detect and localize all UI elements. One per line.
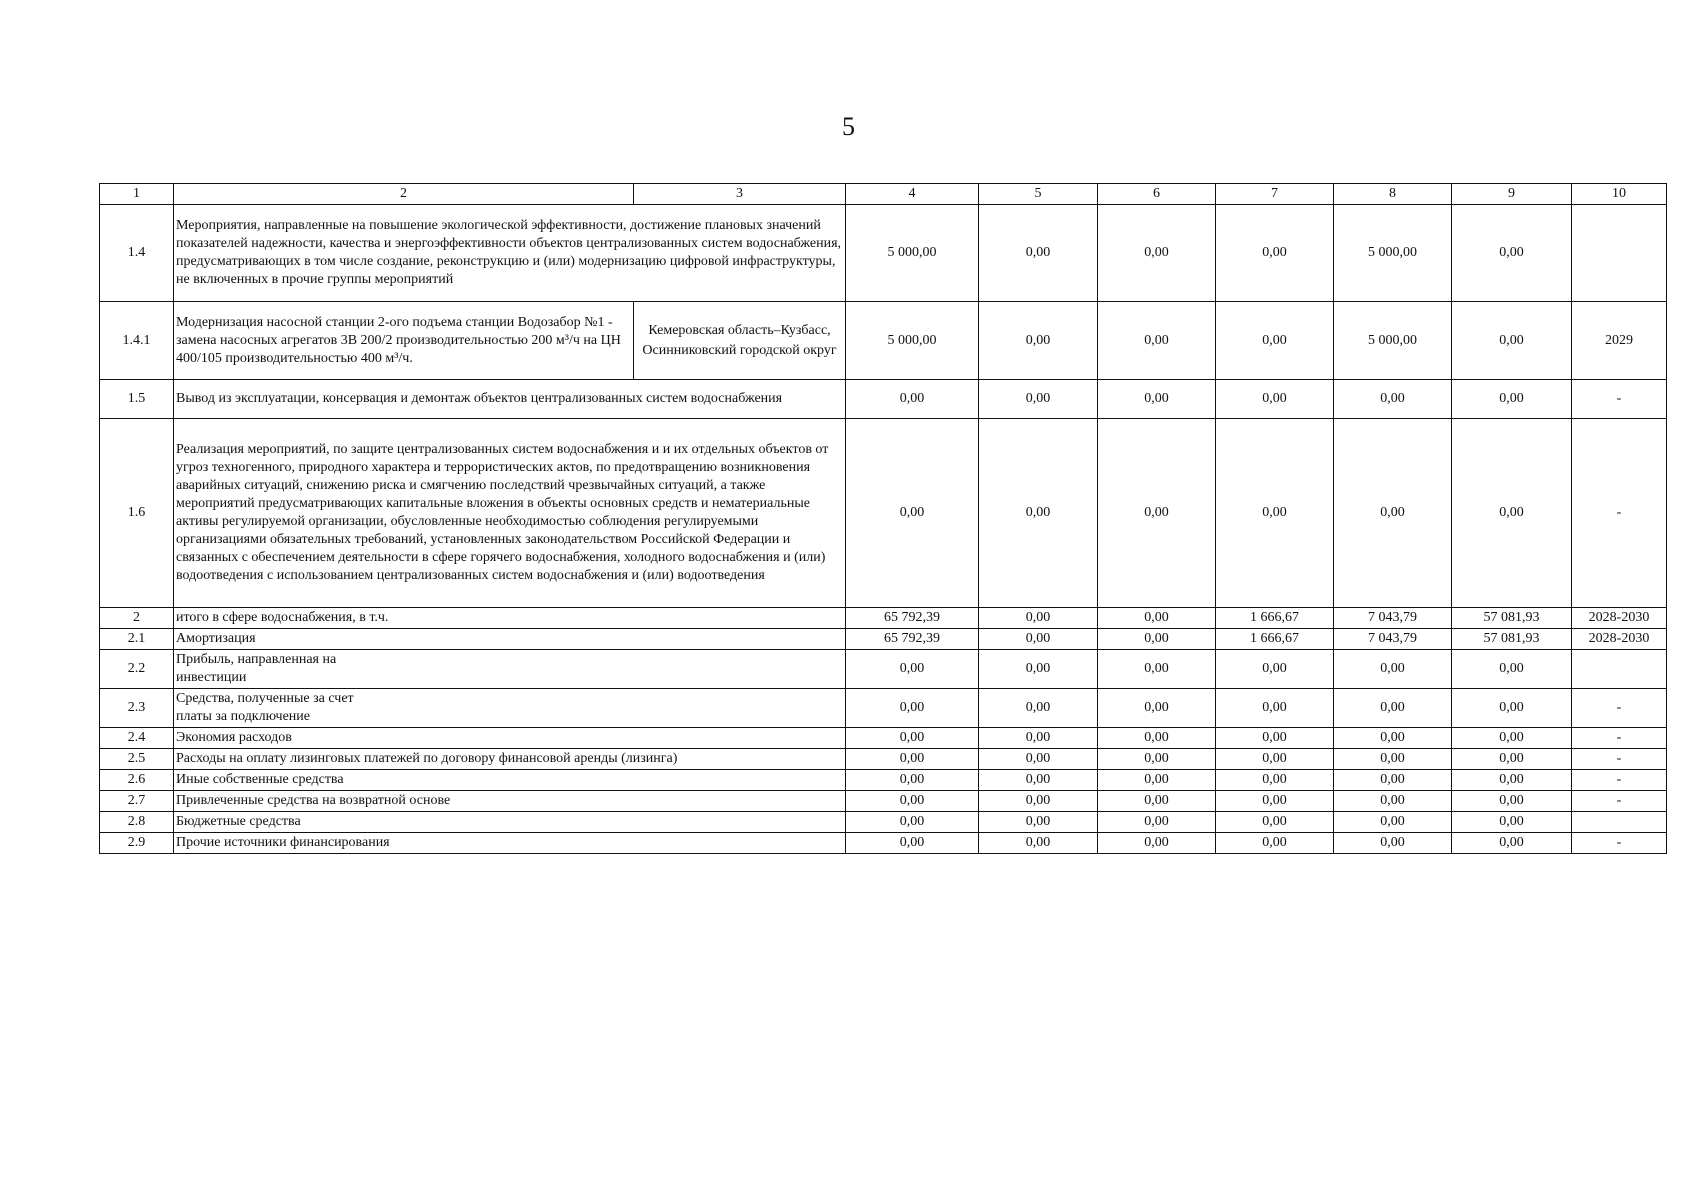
row-value-9: 0,00 — [1452, 728, 1572, 749]
row-value-9: 0,00 — [1452, 205, 1572, 302]
row-value-9: 0,00 — [1452, 380, 1572, 419]
row-value-8: 0,00 — [1334, 380, 1452, 419]
row-value-5: 0,00 — [979, 728, 1098, 749]
row-code: 2.5 — [100, 749, 174, 770]
row-name: Привлеченные средства на возвратной основе — [174, 791, 846, 812]
row-value-9: 0,00 — [1452, 302, 1572, 380]
investment-table — [99, 183, 1667, 854]
row-code: 2.1 — [100, 629, 174, 650]
row-value-6: 0,00 — [1098, 419, 1216, 608]
row-name: Расходы на оплату лизинговых платежей по договору финансовой аренды (лизинга) — [174, 749, 846, 770]
row-value-8: 0,00 — [1334, 749, 1452, 770]
row-value-10 — [1572, 812, 1667, 833]
row-value-10: - — [1572, 749, 1667, 770]
row-value-6: 0,00 — [1098, 205, 1216, 302]
row-value-10: - — [1572, 833, 1667, 854]
header-cell: 1 — [100, 184, 174, 205]
row-value-6: 0,00 — [1098, 728, 1216, 749]
row-value-7: 0,00 — [1216, 380, 1334, 419]
row-value-9: 0,00 — [1452, 791, 1572, 812]
header-cell: 8 — [1334, 184, 1452, 205]
row-value-5: 0,00 — [979, 689, 1098, 728]
row-name: Реализация мероприятий, по защите централизованных систем водоснабжения и и их отдельных объектов от угроз техногенного, природного характера и террористических актов, по предотвращению возникновения аварийных ситуаций, снижению риска и смягчению последствий чрезвычайных ситуаций, а также мероприятий предусматривающих капитальные вложения в объекты основных средств и нематериальные активы регулируемой организации, обусловленные необходимостью соблюдения регулируемыми организациями обязательных требований, установленных законодательством Российской Федерации и связанных с обеспечением деятельности в сфере горячего водоснабжения, холодного водоснабжения и (или) водоотведения с использованием централизованных систем водоснабжения и (или) водоотведения — [174, 419, 846, 608]
row-name: Вывод из эксплуатации, консервация и демонтаж объектов централизованных систем водоснабжения — [174, 380, 846, 419]
row-value-10: 2029 — [1572, 302, 1667, 380]
row-value-8: 0,00 — [1334, 812, 1452, 833]
row-code: 2.3 — [100, 689, 174, 728]
row-value-10: - — [1572, 791, 1667, 812]
row-name — [174, 689, 846, 728]
row-value-7: 0,00 — [1216, 650, 1334, 689]
header-cell: 2 — [174, 184, 634, 205]
row-value-7: 0,00 — [1216, 833, 1334, 854]
row-value-4: 0,00 — [846, 791, 979, 812]
row-value-4: 0,00 — [846, 812, 979, 833]
header-cell: 7 — [1216, 184, 1334, 205]
row-value-9: 0,00 — [1452, 650, 1572, 689]
row-value-7: 1 666,67 — [1216, 608, 1334, 629]
row-value-6: 0,00 — [1098, 302, 1216, 380]
row-value-6: 0,00 — [1098, 380, 1216, 419]
row-name: Иные собственные средства — [174, 770, 846, 791]
row-value-7: 0,00 — [1216, 689, 1334, 728]
row-value-9: 0,00 — [1452, 419, 1572, 608]
row-value-6: 0,00 — [1098, 770, 1216, 791]
row-value-8: 5 000,00 — [1334, 205, 1452, 302]
header-cell: 10 — [1572, 184, 1667, 205]
row-value-4: 5 000,00 — [846, 205, 979, 302]
row-value-8: 0,00 — [1334, 689, 1452, 728]
header-cell: 6 — [1098, 184, 1216, 205]
row-value-4: 0,00 — [846, 749, 979, 770]
page-number: 5 — [842, 112, 855, 141]
row-value-8: 0,00 — [1334, 650, 1452, 689]
row-name: Амортизация — [174, 629, 846, 650]
row-value-10 — [1572, 650, 1667, 689]
row-value-8: 0,00 — [1334, 791, 1452, 812]
row-value-7: 0,00 — [1216, 419, 1334, 608]
table-row — [100, 205, 1667, 302]
row-value-5: 0,00 — [979, 833, 1098, 854]
row-value-5: 0,00 — [979, 380, 1098, 419]
row-value-4: 5 000,00 — [846, 302, 979, 380]
table-row — [100, 302, 1667, 380]
row-value-10: - — [1572, 728, 1667, 749]
table-row — [100, 380, 1667, 419]
row-value-8: 0,00 — [1334, 419, 1452, 608]
row-code: 2.8 — [100, 812, 174, 833]
row-name: Модернизация насосной станции 2-ого подъема станции Водозабор №1 - замена насосных агрегатов 3В 200/2 производительностью 200 м³/ч на ЦН 400/105 производительностью 400 м³/ч. — [174, 302, 634, 380]
row-value-6: 0,00 — [1098, 791, 1216, 812]
row-value-9: 0,00 — [1452, 812, 1572, 833]
row-value-7: 0,00 — [1216, 749, 1334, 770]
row-value-7: 0,00 — [1216, 205, 1334, 302]
row-code: 1.4.1 — [100, 302, 174, 380]
table-row — [100, 728, 1667, 749]
row-value-6: 0,00 — [1098, 833, 1216, 854]
row-value-8: 0,00 — [1334, 728, 1452, 749]
row-value-5: 0,00 — [979, 629, 1098, 650]
row-value-9: 0,00 — [1452, 770, 1572, 791]
row-code: 1.5 — [100, 380, 174, 419]
row-code: 2 — [100, 608, 174, 629]
row-code: 1.6 — [100, 419, 174, 608]
row-name: Прочие источники финансирования — [174, 833, 846, 854]
row-value-6: 0,00 — [1098, 812, 1216, 833]
table-row — [100, 833, 1667, 854]
row-value-6: 0,00 — [1098, 629, 1216, 650]
row-value-9: 0,00 — [1452, 833, 1572, 854]
row-value-5: 0,00 — [979, 770, 1098, 791]
row-value-9: 57 081,93 — [1452, 608, 1572, 629]
table-row — [100, 629, 1667, 650]
row-value-6: 0,00 — [1098, 650, 1216, 689]
row-value-7: 0,00 — [1216, 728, 1334, 749]
row-value-7: 0,00 — [1216, 770, 1334, 791]
header-cell: 4 — [846, 184, 979, 205]
row-value-8: 0,00 — [1334, 833, 1452, 854]
row-name — [174, 650, 846, 689]
row-value-9: 0,00 — [1452, 749, 1572, 770]
table-row — [100, 791, 1667, 812]
row-value-5: 0,00 — [979, 608, 1098, 629]
row-code: 2.4 — [100, 728, 174, 749]
header-cell: 9 — [1452, 184, 1572, 205]
row-value-4: 0,00 — [846, 650, 979, 689]
row-value-8: 7 043,79 — [1334, 608, 1452, 629]
row-value-5: 0,00 — [979, 205, 1098, 302]
row-name: Экономия расходов — [174, 728, 846, 749]
row-value-6: 0,00 — [1098, 689, 1216, 728]
row-value-10: 2028-2030 — [1572, 629, 1667, 650]
row-name: итого в сфере водоснабжения, в т.ч. — [174, 608, 846, 629]
row-value-4: 65 792,39 — [846, 608, 979, 629]
table-row — [100, 689, 1667, 728]
row-value-10: - — [1572, 380, 1667, 419]
row-code: 2.9 — [100, 833, 174, 854]
row-value-4: 0,00 — [846, 419, 979, 608]
row-value-4: 65 792,39 — [846, 629, 979, 650]
row-value-10: 2028-2030 — [1572, 608, 1667, 629]
row-location: Кемеровская область–Кузбасс, Осинниковский городской округ — [634, 302, 846, 380]
row-code: 2.2 — [100, 650, 174, 689]
header-cell: 3 — [634, 184, 846, 205]
row-code: 1.4 — [100, 205, 174, 302]
row-value-5: 0,00 — [979, 749, 1098, 770]
row-value-9: 0,00 — [1452, 689, 1572, 728]
row-value-5: 0,00 — [979, 302, 1098, 380]
row-value-8: 7 043,79 — [1334, 629, 1452, 650]
row-value-8: 0,00 — [1334, 770, 1452, 791]
table-row — [100, 650, 1667, 689]
row-value-10: - — [1572, 689, 1667, 728]
table-row — [100, 749, 1667, 770]
row-name: Бюджетные средства — [174, 812, 846, 833]
row-value-7: 0,00 — [1216, 812, 1334, 833]
row-value-6: 0,00 — [1098, 749, 1216, 770]
row-value-4: 0,00 — [846, 770, 979, 791]
header-row — [100, 184, 1667, 205]
header-cell: 5 — [979, 184, 1098, 205]
table-row — [100, 812, 1667, 833]
row-value-7: 1 666,67 — [1216, 629, 1334, 650]
row-name: Мероприятия, направленные на повышение экологической эффективности, достижение плановых значений показателей надежности, качества и энергоэффективности объектов централизованных систем водоснабжения, предусматривающих в том числе создание, реконструкцию и (или) модернизацию цифровой инфраструктуры, не включенных в прочие группы мероприятий — [174, 205, 846, 302]
row-value-5: 0,00 — [979, 419, 1098, 608]
table-row — [100, 419, 1667, 608]
row-name-text: Прибыль, направленная на инвестиции — [176, 652, 337, 685]
row-value-5: 0,00 — [979, 650, 1098, 689]
table-row — [100, 608, 1667, 629]
row-name-text: Средства, полученные за счет платы за подключение — [176, 691, 354, 724]
row-value-7: 0,00 — [1216, 302, 1334, 380]
row-value-10: - — [1572, 770, 1667, 791]
row-code: 2.6 — [100, 770, 174, 791]
row-code: 2.7 — [100, 791, 174, 812]
row-value-5: 0,00 — [979, 791, 1098, 812]
row-value-5: 0,00 — [979, 812, 1098, 833]
row-value-4: 0,00 — [846, 728, 979, 749]
row-value-10: - — [1572, 419, 1667, 608]
row-value-9: 57 081,93 — [1452, 629, 1572, 650]
table-row — [100, 770, 1667, 791]
row-value-4: 0,00 — [846, 689, 979, 728]
row-value-4: 0,00 — [846, 380, 979, 419]
row-value-7: 0,00 — [1216, 791, 1334, 812]
row-value-10 — [1572, 205, 1667, 302]
row-value-6: 0,00 — [1098, 608, 1216, 629]
row-value-8: 5 000,00 — [1334, 302, 1452, 380]
row-value-4: 0,00 — [846, 833, 979, 854]
